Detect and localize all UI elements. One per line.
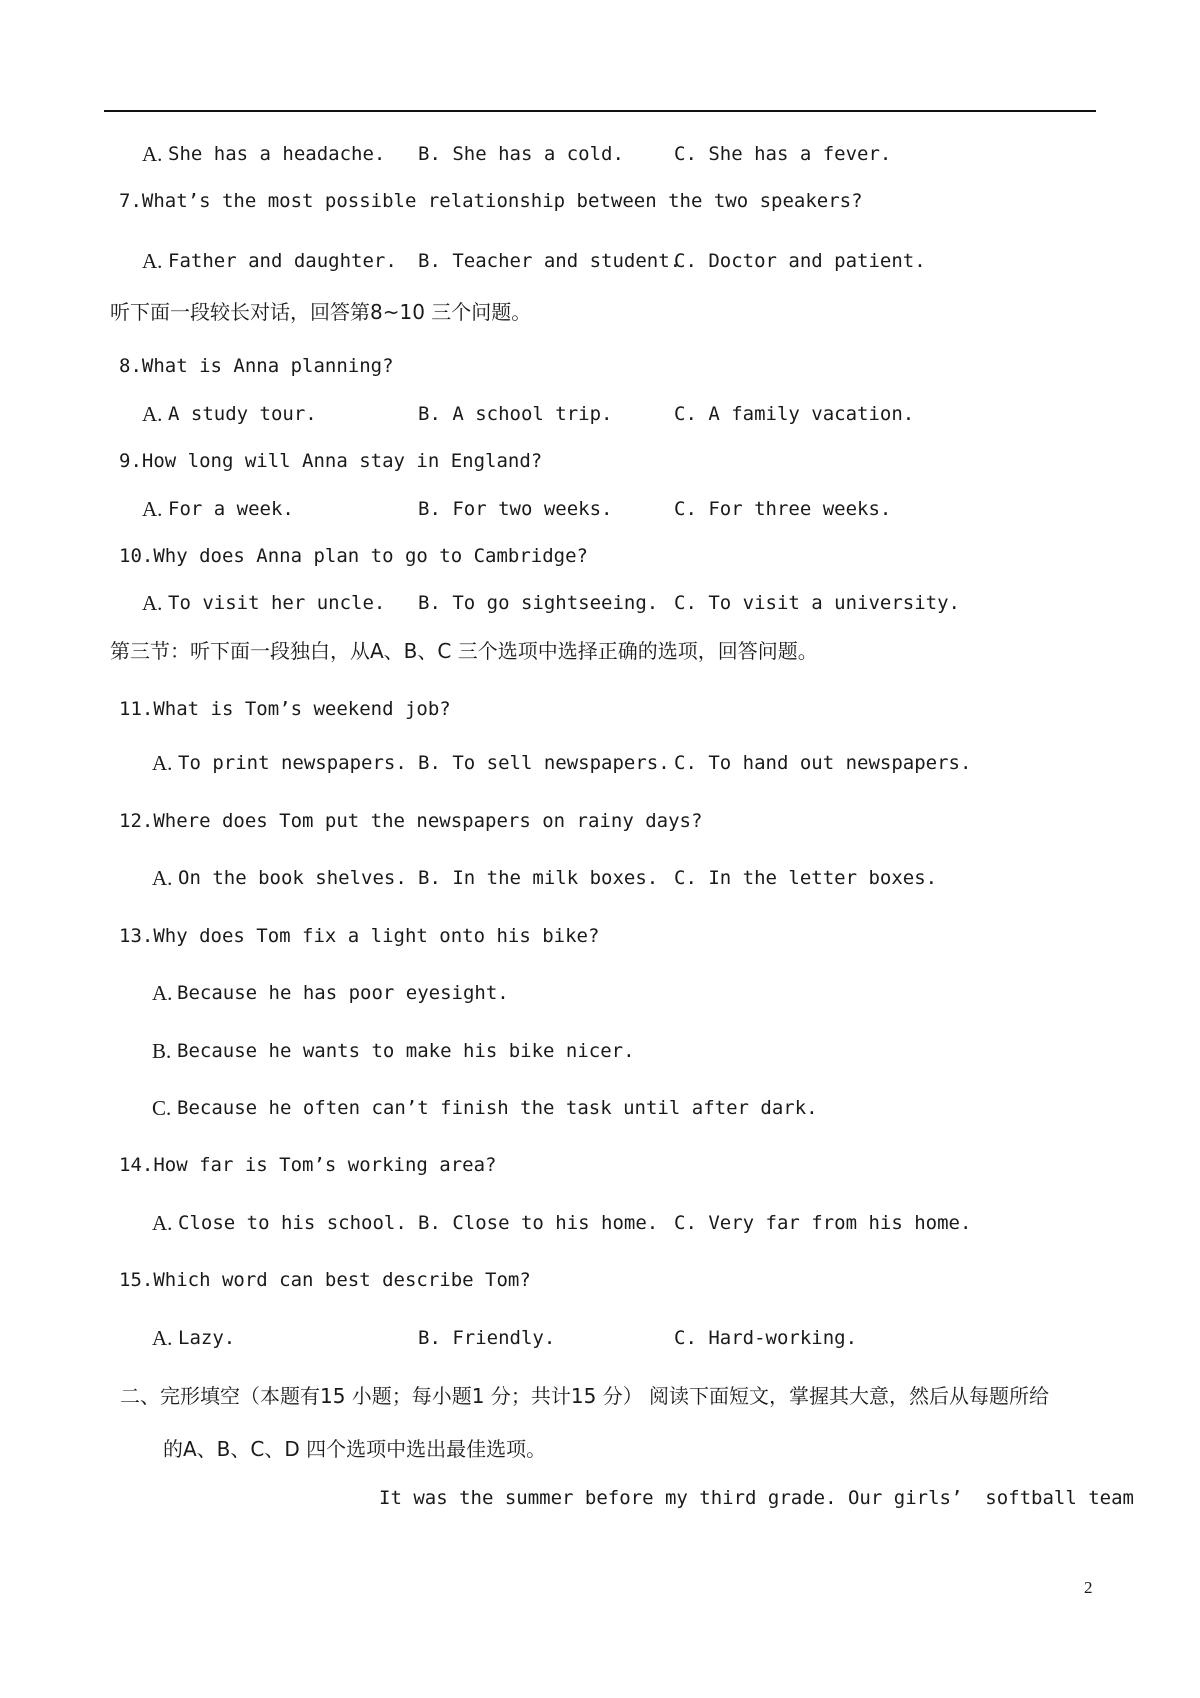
option-text: Because he has poor eyesight.: [177, 982, 509, 1004]
option-a-text: A study tour.: [168, 403, 317, 425]
option-b-text: B. To go sightseeing.: [418, 592, 659, 614]
option-a-label: A.: [152, 751, 173, 775]
option-c-text: C. For three weeks.: [674, 498, 892, 520]
option-label: C.: [152, 1096, 172, 1120]
option-a-text: For a week.: [168, 498, 294, 520]
question-text: 7.What’s the most possible relationship between the two speakers?: [119, 190, 863, 212]
option-a-text: Father and daughter.: [168, 250, 397, 272]
option-c-text: C. To visit a university.: [674, 592, 960, 614]
option-a-text: Close to his school.: [178, 1212, 407, 1234]
option-a-label: A.: [142, 249, 163, 273]
question-text: 11.What is Tom’s weekend job?: [119, 698, 451, 720]
section-instruction: 第三节：听下面一段独白，从A、B、C 三个选项中选择正确的选项，回答问题。: [110, 639, 818, 663]
option-text: Because he wants to make his bike nicer.: [177, 1040, 635, 1062]
option-c-text: C. Doctor and patient.: [674, 250, 926, 272]
question-text: It was the summer before my third grade. Our girls’ softball team: [379, 1487, 1134, 1509]
option-a-text: On the book shelves.: [178, 867, 407, 889]
header-rule: [104, 110, 1096, 112]
section-instruction: 听下面一段较长对话，回答第8~10 三个问题。: [110, 300, 532, 324]
option-c-text: C. In the letter boxes.: [674, 867, 938, 889]
option-a-text: Lazy.: [178, 1327, 236, 1349]
option-c-text: C. She has a fever.: [674, 143, 892, 165]
option-a-text: To print newspapers.: [178, 752, 407, 774]
option-b-text: B. A school trip.: [418, 403, 613, 425]
option-a-text: She has a headache.: [168, 143, 386, 165]
question-text: 9.How long will Anna stay in England?: [119, 450, 543, 472]
option-c-text: C. A family vacation.: [674, 403, 915, 425]
question-text: 12.Where does Tom put the newspapers on rainy days?: [119, 810, 703, 832]
question-text: 14.How far is Tom’s working area?: [119, 1154, 497, 1176]
option-c-text: C. Hard-working.: [674, 1327, 858, 1349]
option-b-text: B. To sell newspapers.: [418, 752, 670, 774]
option-a-label: A.: [142, 591, 163, 615]
option-text: Because he often can’t finish the task until after dark.: [177, 1097, 818, 1119]
question-text: 8.What is Anna planning?: [119, 355, 394, 377]
question-text: 10.Why does Anna plan to go to Cambridge?: [119, 545, 588, 567]
option-b-text: B. Close to his home.: [418, 1212, 659, 1234]
option-label: A.: [152, 981, 173, 1005]
option-a-label: A.: [142, 497, 163, 521]
option-b-text: B. She has a cold.: [418, 143, 624, 165]
page-number: 2: [1084, 1578, 1093, 1597]
option-a-label: A.: [152, 866, 173, 890]
option-c-text: C. Very far from his home.: [674, 1212, 972, 1234]
option-b-text: B. In the milk boxes.: [418, 867, 659, 889]
option-label: B.: [152, 1039, 172, 1063]
question-text: 13.Why does Tom fix a light onto his bike?: [119, 925, 600, 947]
option-a-label: A.: [142, 402, 163, 426]
option-a-text: To visit her uncle.: [168, 592, 386, 614]
option-a-label: A.: [152, 1326, 173, 1350]
option-a-label: A.: [142, 142, 163, 166]
option-b-text: B. Friendly.: [418, 1327, 556, 1349]
option-b-text: B. Teacher and student.: [418, 250, 682, 272]
option-a-label: A.: [152, 1211, 173, 1235]
option-b-text: B. For two weeks.: [418, 498, 613, 520]
option-c-text: C. To hand out newspapers.: [674, 752, 972, 774]
section-instruction: 二、完形填空（本题有15 小题；每小题1 分；共计15 分） 阅读下面短文，掌握其大意，然后从每题所给: [120, 1384, 1050, 1408]
section-instruction: 的A、B、C、D 四个选项中选出最佳选项。: [163, 1437, 547, 1461]
question-text: 15.Which word can best describe Tom?: [119, 1269, 531, 1291]
